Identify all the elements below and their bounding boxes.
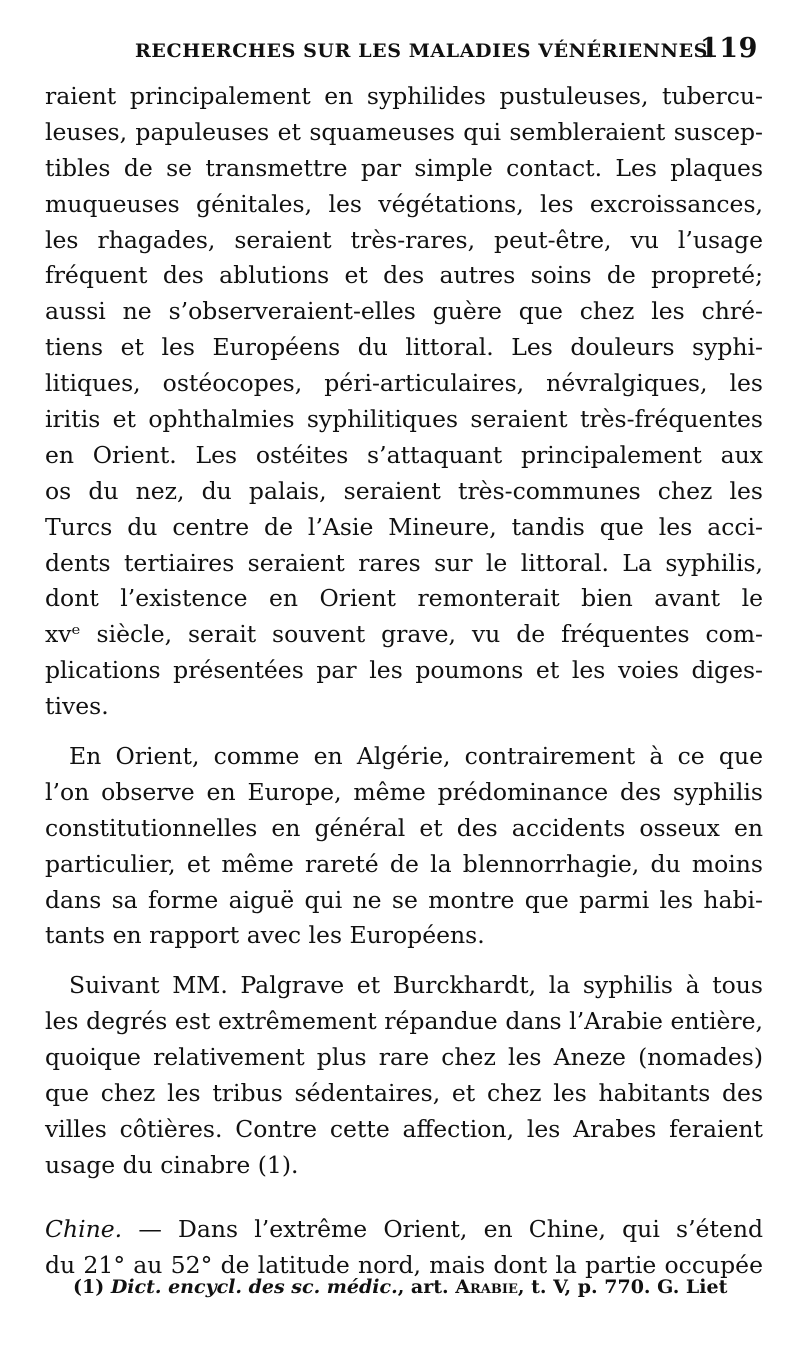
text-line: dans sa forme aiguë qui ne se montre que parmi les habi- <box>45 885 763 914</box>
china-line-2: du 21° au 52° de latitude nord, mais dont la partie occupée <box>45 1250 763 1279</box>
text-line: litiques, ostéocopes, péri-articulaires, névralgiques, les <box>45 369 763 398</box>
footnote <box>73 1276 733 1298</box>
text-line: villes côtières. Contre cette affection, les Arabes feraient <box>45 1114 763 1143</box>
text-line: Suivant MM. Palgrave et Burckhardt, la syphilis à tous <box>69 971 763 1000</box>
page-number: 119 <box>699 33 758 64</box>
text-line: tiens et les Européens du littoral. Les douleurs syphi- <box>45 333 763 362</box>
text-line: constitutionnelles en général et des accidents osseux en <box>45 813 763 842</box>
footnote-article: Arabie <box>455 1276 518 1298</box>
text-line: en Orient. Les ostéites s’attaquant principalement aux <box>45 440 763 469</box>
text-line: que chez les tribus sédentaires, et chez les habitants des <box>45 1079 763 1108</box>
paragraphs <box>45 79 763 1184</box>
text-line: En Orient, comme en Algérie, contrairement à ce que <box>69 742 763 771</box>
china-line-1 <box>45 1212 763 1248</box>
footnote-marker: (1) <box>73 1276 105 1298</box>
text-line: tives. <box>45 692 109 721</box>
text-line: usage du cinabre (1). <box>45 1150 299 1179</box>
text-line: aussi ne s’observeraient-elles guère que chez les chré- <box>45 297 763 326</box>
text-line: raient principalement en syphilides pustuleuses, tubercu- <box>45 82 763 110</box>
china-heading: Chine. <box>45 1214 123 1243</box>
running-title: RECHERCHES SUR LES MALADIES VÉNÉRIENNES. <box>135 40 715 62</box>
running-header <box>135 33 765 68</box>
body-text <box>45 79 763 1284</box>
text-line: particulier, et même rareté de la blennorrhagie, du moins <box>45 849 763 878</box>
text-line: les rhagades, seraient très-rares, peut-être, vu l’usage <box>45 225 763 254</box>
text-line: os du nez, du palais, seraient très-communes chez les <box>45 476 763 505</box>
paragraph <box>45 739 763 954</box>
footnote-details: , t. V, p. 770. G. Liet <box>517 1276 728 1298</box>
text-line: l’on observe en Europe, même prédominance des syphilis <box>45 777 763 806</box>
text-line: dents tertiaires seraient rares sur le littoral. La syphilis, <box>45 548 763 577</box>
text-line: xvᵉ siècle, serait souvent grave, vu de fréquentes com- <box>45 620 763 649</box>
text-line: tants en rapport avec les Européens. <box>45 921 485 950</box>
text-line: iritis et ophthalmies syphilitiques seraient très-fréquentes <box>45 405 763 434</box>
footnote-source: Dict. encycl. des sc. médic. <box>110 1276 398 1298</box>
text-line: muqueuses génitales, les végétations, les excroissances, <box>45 189 763 218</box>
footnote-article-prefix: , art. <box>397 1276 456 1298</box>
text-line: tibles de se transmettre par simple contact. Les plaques <box>45 153 763 182</box>
paragraph <box>45 968 763 1183</box>
paragraph <box>45 79 763 725</box>
text-line: plications présentées par les poumons et les voies diges- <box>45 656 763 685</box>
text-line: fréquent des ablutions et des autres soins de propreté; <box>45 261 763 290</box>
text-line: leuses, papuleuses et squameuses qui sembleraient suscep- <box>45 117 763 146</box>
text-line: quoique relativement plus rare chez les Aneze (nomades) <box>45 1043 763 1072</box>
china-line-1-text: — Dans l’extrême Orient, en Chine, qui s’étend <box>122 1214 763 1243</box>
text-line: dont l’existence en Orient remonterait bien avant le <box>45 584 763 613</box>
text-line: Turcs du centre de l’Asie Mineure, tandis que les acci- <box>45 512 763 541</box>
text-line: les degrés est extrêmement répandue dans l’Arabie entière, <box>45 1007 763 1036</box>
